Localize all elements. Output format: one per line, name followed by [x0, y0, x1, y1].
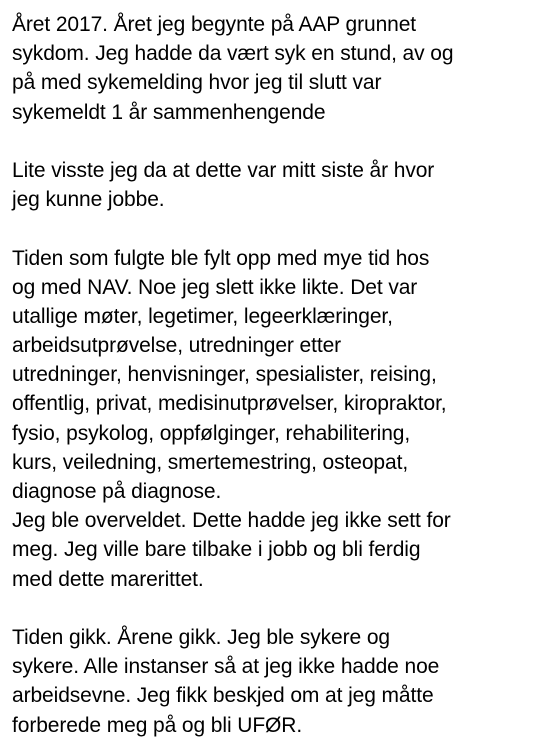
text-line: meg. Jeg ville bare tilbake i jobb og bli ferdig — [12, 538, 421, 562]
text-line: offentlig, privat, medisinutprøvelser, kiropraktor, — [12, 392, 447, 416]
paragraph-3 — [12, 244, 542, 594]
text-line: forberede meg på og bli UFØR. — [12, 713, 303, 737]
text-line: Året 2017. Året jeg begynte på AAP grunnet — [12, 13, 417, 36]
text-line: utallige møter, legetimer, legeerklæringer, — [12, 304, 393, 328]
text-line: utredninger, henvisninger, spesialister, reising, — [12, 363, 437, 387]
text-line: og med NAV. Noe jeg slett ikke likte. Det var — [12, 275, 418, 299]
text-line: Jeg ble overveldet. Dette hadde jeg ikke sett for — [12, 509, 451, 533]
paragraph-1 — [12, 10, 542, 127]
text-line: Lite visste jeg da at dette var mitt siste år hvor — [12, 158, 435, 182]
paragraph-gap — [12, 127, 542, 156]
text-line: på med sykemelding hvor jeg til slutt var — [12, 71, 382, 95]
note-text — [12, 10, 542, 740]
text-line: jeg kunne jobbe. — [12, 188, 165, 212]
text-line: sykdom. Jeg hadde da vært syk en stund, av og — [12, 42, 454, 66]
text-line: kurs, veiledning, smertemestring, osteopat, — [12, 450, 409, 474]
text-line: arbeidsevne. Jeg fikk beskjed om at jeg måtte — [12, 684, 434, 708]
text-line: diagnose på diagnose. — [12, 480, 222, 503]
paragraph-2 — [12, 156, 542, 214]
text-line: med dette marerittet. — [12, 567, 204, 591]
paragraph-gap — [12, 214, 542, 243]
paragraph-gap — [12, 594, 542, 623]
text-line: Tiden som fulgte ble fylt opp med mye tid hos — [12, 246, 430, 270]
paragraph-4 — [12, 623, 542, 740]
text-line: sykere. Alle instanser så at jeg ikke hadde noe — [12, 655, 440, 679]
text-line: sykemeldt 1 år sammenhengende — [12, 100, 326, 124]
text-line: fysio, psykolog, oppfølginger, rehabilitering, — [12, 421, 411, 445]
text-line: arbeidsutprøvelse, utredninger etter — [12, 334, 342, 358]
text-line: Tiden gikk. Årene gikk. Jeg ble sykere og — [12, 625, 390, 649]
